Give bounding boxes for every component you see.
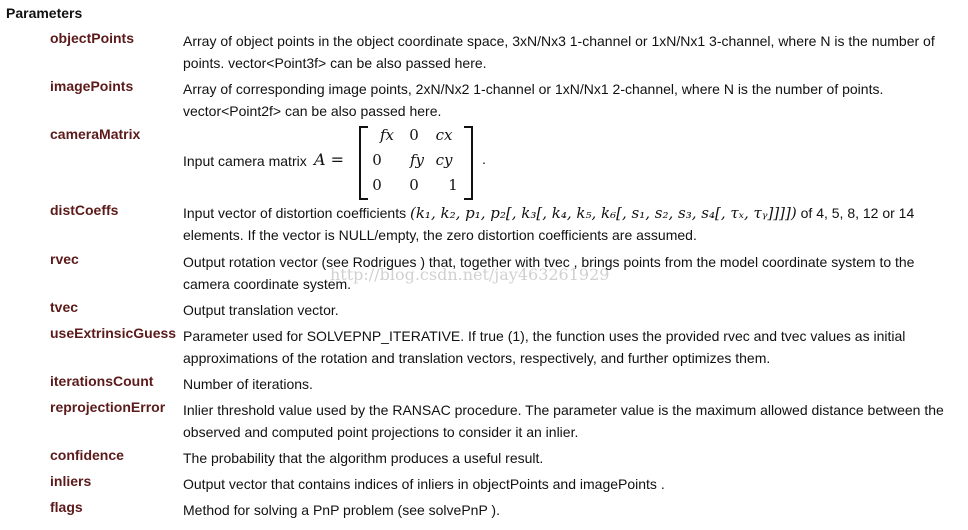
matrix-right-bracket — [464, 126, 473, 200]
param-description — [183, 299, 963, 321]
param-description — [183, 30, 963, 74]
param-name: flags — [50, 499, 83, 515]
matrix-cell: 0 — [409, 126, 419, 144]
desc-line: Array of object points in the object coordinate space, 3xN/Nx3 1-channel or 1xN/Nx1 3-channel, where N is the number of — [183, 33, 935, 49]
param-description — [183, 399, 963, 443]
desc-line: observed and computed point projections to consider it an inlier. — [183, 424, 579, 440]
distortion-formula: (k₁, k₂, p₁, p₂[, k₃[, k₄, k₅, k₆[, s₁, s₂, s₃, s₄[, τₓ, τᵧ]]]]) — [409, 204, 797, 222]
param-description — [183, 78, 963, 122]
param-name: objectPoints — [50, 30, 135, 46]
desc-line: Output vector that contains indices of inliers in objectPoints and imagePoints . — [183, 476, 665, 492]
desc-line: approximations of the rotation and translation vectors, respectively, and further optimizes them. — [183, 350, 771, 366]
watermark: http://blog.csdn.net/jay463261929 — [330, 265, 610, 284]
desc-line: vector<Point2f> can be also passed here. — [183, 103, 442, 119]
param-description — [183, 373, 963, 395]
param-description — [183, 499, 963, 521]
param-name: inliers — [50, 473, 92, 489]
param-name: reprojectionError — [50, 399, 166, 415]
param-name: useExtrinsicGuess — [50, 325, 177, 341]
desc-line: Inlier threshold value used by the RANSAC procedure. The parameter value is the maximum allowed distance between the — [183, 402, 944, 418]
param-name: iterationsCount — [50, 373, 154, 389]
matrix-cell: 0 — [372, 176, 382, 194]
param-description — [183, 325, 963, 369]
desc-line: Number of iterations. — [183, 376, 313, 392]
param-name: distCoeffs — [50, 202, 119, 218]
desc-line: Input camera matrix — [183, 153, 307, 169]
desc-line: Array of corresponding image points, 2xN/Nx2 1-channel or 1xN/Nx1 2-channel, where N is the number of points. — [183, 81, 884, 97]
desc-line: Output translation vector. — [183, 302, 339, 318]
desc-text: Input vector of distortion coefficients — [183, 205, 407, 221]
desc-line: camera coordinate system. — [183, 276, 352, 292]
param-description — [183, 447, 963, 469]
matrix-cell: cx — [435, 126, 453, 144]
desc-line: Method for solving a PnP problem (see solvePnP ). — [183, 502, 500, 518]
matrix-cell: 0 — [372, 151, 382, 169]
param-name: rvec — [50, 251, 79, 267]
param-description — [183, 202, 963, 246]
matrix-cell: 1 — [448, 176, 458, 194]
matrix-cell: fy — [409, 151, 425, 169]
param-name: tvec — [50, 299, 79, 315]
param-description — [183, 473, 963, 495]
desc-text: of 4, 5, 8, 12 or 14 — [800, 205, 915, 221]
matrix-lhs: A = — [314, 150, 345, 169]
param-name: cameraMatrix — [50, 126, 141, 142]
desc-line: Parameter used for SOLVEPNP_ITERATIVE. If true (1), the function uses the provided rvec and tvec values as initial — [183, 328, 906, 344]
desc-line: Output rotation vector (see Rodrigues ) that, together with tvec , brings points from the model coordinate system to the — [183, 254, 915, 270]
param-name: imagePoints — [50, 78, 134, 94]
matrix-cell: fx — [379, 126, 394, 144]
matrix-trailing-dot: . — [482, 151, 486, 167]
desc-line: elements. If the vector is NULL/empty, the zero distortion coefficients are assumed. — [183, 227, 697, 243]
desc-line: points. vector<Point3f> can be also passed here. — [183, 55, 487, 71]
matrix-cell: cy — [435, 151, 453, 169]
section-heading: Parameters — [6, 5, 83, 21]
desc-line — [183, 202, 963, 224]
matrix-cell: 0 — [409, 176, 419, 194]
desc-line: The probability that the algorithm produces a useful result. — [183, 450, 544, 466]
param-name: confidence — [50, 447, 124, 463]
